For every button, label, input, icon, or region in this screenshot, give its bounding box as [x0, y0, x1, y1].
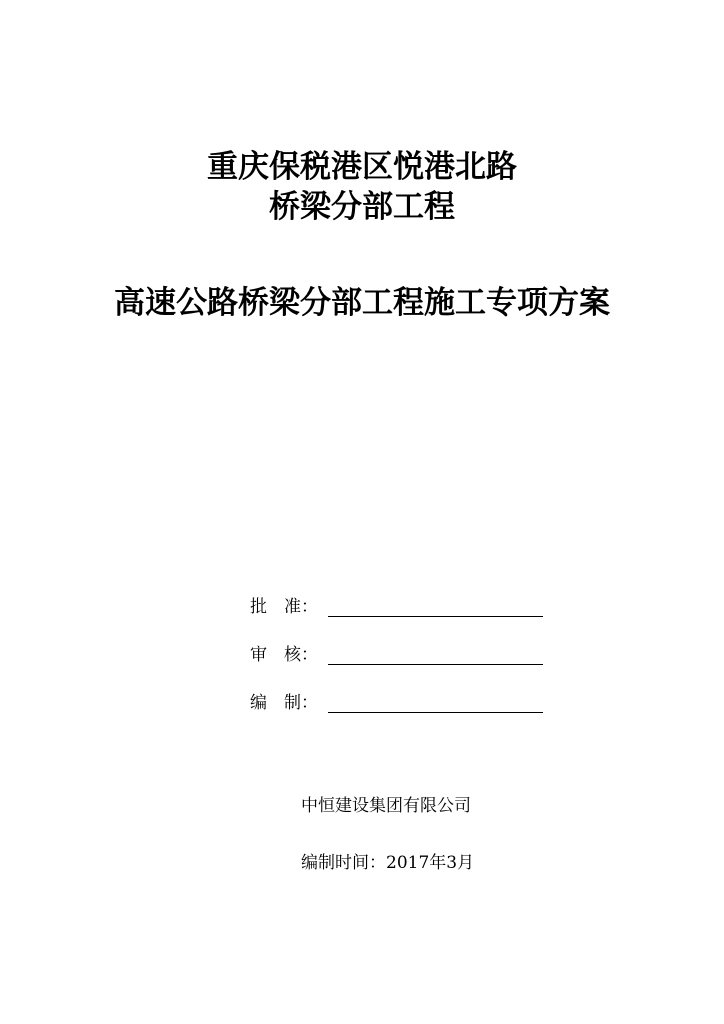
plan-title: 高速公路桥梁分部工程施工专项方案 [114, 285, 610, 321]
compile-signature-line [328, 692, 543, 713]
project-title-line-1: 重庆保税港区悦港北路 [207, 149, 517, 185]
compile-row [250, 690, 543, 716]
approval-signature-line [328, 596, 543, 617]
project-title-line-2: 桥梁分部工程 [269, 189, 455, 225]
review-label: 审 核： [250, 645, 318, 665]
approval-label: 批 准： [250, 597, 318, 617]
compile-label: 编 制： [250, 693, 318, 713]
company-name: 中恒建设集团有限公司 [301, 796, 471, 816]
compile-date: 编制时间：2017年3月 [301, 853, 475, 873]
approval-row [250, 594, 543, 620]
review-row [250, 642, 543, 668]
review-signature-line [328, 644, 543, 665]
